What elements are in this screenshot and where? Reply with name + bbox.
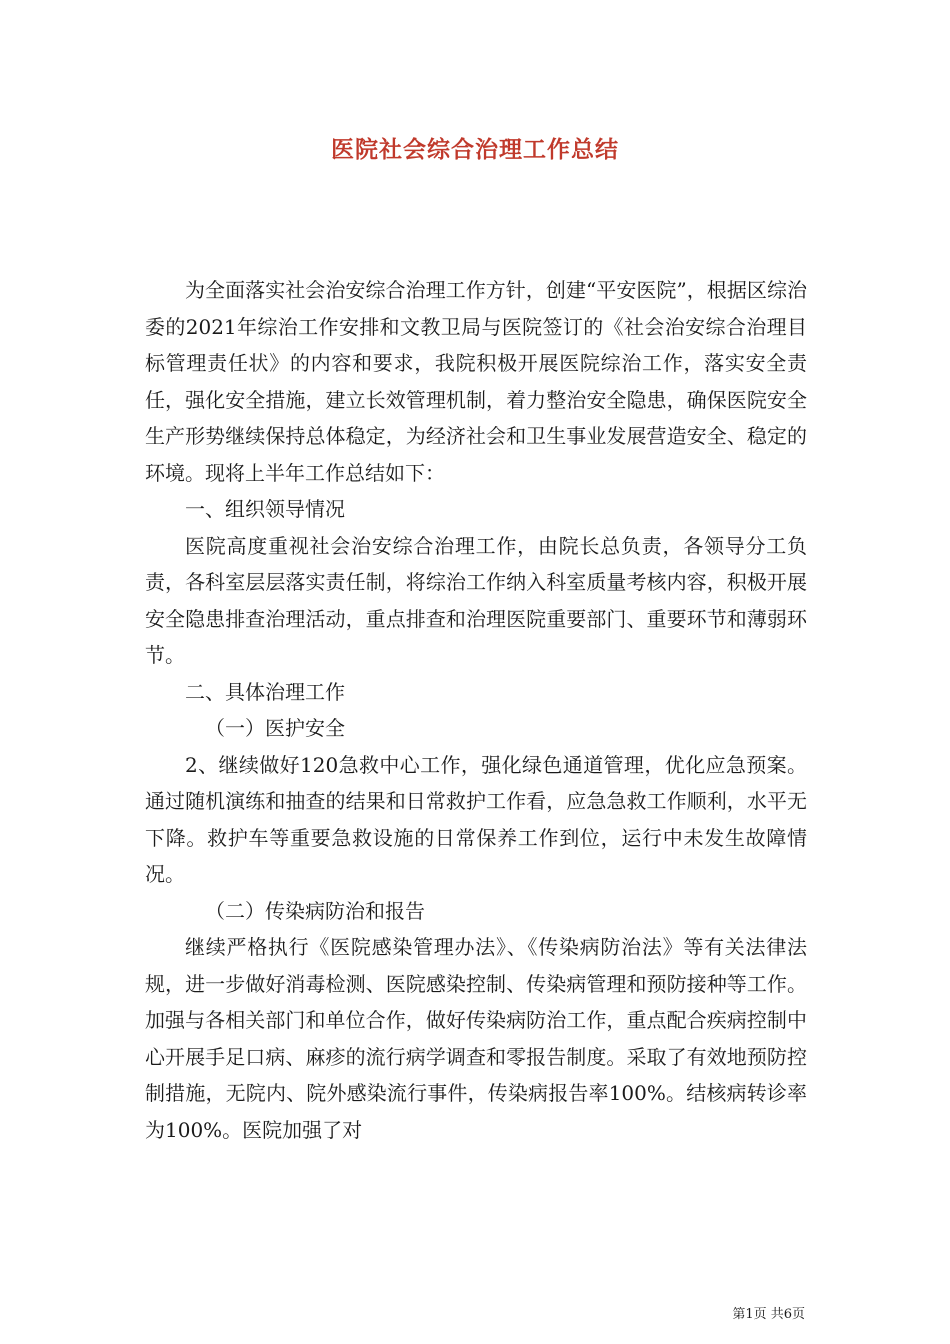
subsection-heading-2: （二）传染病防治和报告 xyxy=(205,898,425,923)
document-title: 医院社会综合治理工作总结 xyxy=(331,136,619,163)
section-heading-2: 二、具体治理工作 xyxy=(185,679,345,704)
intro-paragraph: 为全面落实社会治安综合治理工作方针，创建“平安医院”，根据区综治委的2021年综治工作安排和文教卫局与医院签订的《社会治安综合治理目标管理责任状》的内容和要求，我院积极开展医院综治工作，落实安全责任，强化安全措施，建立长效管理机制，着力整治安全隐患，确保医院安全生产形势继续保持总体稳定，为经济社会和卫生事业发展营造安全、稳定的环境。现将上半年工作总结如下： xyxy=(145,278,807,485)
section-1-paragraph: 医院高度重视社会治安综合治理工作，由院长总负责，各领导分工负责，各科室层层落实责任制，将综治工作纳入科室质量考核内容，积极开展安全隐患排查治理活动，重点排查和治理医院重要部门、重要环节和薄弱环节。 xyxy=(145,533,807,667)
document-body xyxy=(145,272,807,1148)
section-heading-1: 一、组织领导情况 xyxy=(185,497,345,521)
subsection-heading-1: （一）医护安全 xyxy=(205,716,345,740)
subsection-1-paragraph: 2、继续做好120急救中心工作，强化绿色通道管理，优化应急预案。通过随机演练和抽查的结果和日常救护工作看，应急急救工作顺利，水平无下降。救护车等重要急救设施的日常保养工作到位，运行中未发生故障情况。 xyxy=(145,752,807,886)
subsection-2-paragraph: 继续严格执行《医院感染管理办法》、《传染病防治法》等有关法律法规，进一步做好消毒检测、医院感染控制、传染病管理和预防接种等工作。加强与各相关部门和单位合作，做好传染病防治工作，重点配合疾病控制中心开展手足口病、麻疹的流行病学调查和零报告制度。采取了有效地预防控制措施，无院内、院外感染流行事件，传染病报告率100%。结核病转诊率为100%。医院加强了对 xyxy=(145,935,807,1142)
page-number: 第1页 共6页 xyxy=(732,1307,805,1322)
